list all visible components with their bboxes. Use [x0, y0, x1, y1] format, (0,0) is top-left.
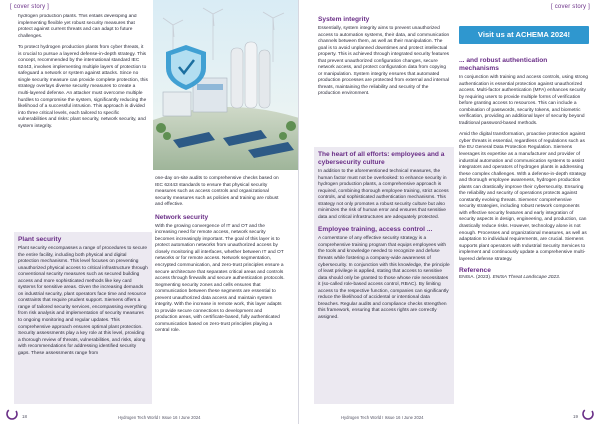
- hydrogen-plant-illustration: [153, 0, 299, 170]
- footer-text: Hydrogen Tech World I Issue 16 I June 2024: [118, 415, 201, 420]
- right-column-1: [318, 14, 450, 146]
- paragraph: Essentially, system integrity aims to prevent unauthorized access to automation systems, their data, and communication channels between them, as well as their manipulation. The goal is to avoid unplanned downtimes and protect intellectual property. This is achieved through integrated security features that prevent unauthorized configuration changes, secure network access, and protect configuration data from copying or manipulation. System integrity ensures that automated production processes are protected from external and internal threats, maintaining the reliability and security of the production environment.: [318, 26, 450, 97]
- employee-culture-box: [314, 147, 454, 404]
- page-number: 19: [572, 414, 578, 419]
- left-column-2: [155, 176, 285, 340]
- section-heading: Network security: [155, 213, 209, 221]
- section-heading: System integrity: [318, 16, 370, 23]
- magazine-logo-icon: [6, 408, 18, 420]
- paragraph: A cornerstone of any effective security strategy is a comprehensive training program that equips employees with the tools and knowledge needed to recognize and defuse threats while fostering a company-wide awareness of cybersecurity. In conjunction with this knowledge, the principle of least privilege is applied, stating that access to sensitive data should only be granted to those whose role necessitates it (so-called role-based access control, RBAC). By limiting access to the respective function, companies can significantly reduce the likelihood of accidental or intentional data breaches. Regular audits and compliance checks strengthen this framework, ensuring that access rights are correctly assigned.: [318, 236, 450, 320]
- magazine-logo-icon: [582, 408, 594, 420]
- paragraph: With the growing convergence of IT and OT and the increasing need for remote access, network security becomes increasingly important. The goal of this layer is to protect automation networks from unauthorized access by closely monitoring all interfaces, whether between IT and OT networks or for remote access. Network segmentation, encrypted communication, and zero-trust principles ensure a secure architecture that separates critical areas and controls access through firewalls and secure authentication protocols. Segmenting security zones and cells ensures that communication between these segments are essential to prevent unauthorized data access and maintain system integrity. With the increase in remote work, this layer adapts to provide secure connections to development and production areas, with certificate-based, fully authenticated communication based on zero-trust principles playing a central role.: [155, 223, 285, 334]
- paragraph: one-day on-site audits to comprehensive checks based on IEC 62443 standards to ensure that physical security measures such as access controls and organizational security measures such as policies and training are robust and effective.: [155, 176, 279, 208]
- section-tag: [ cover story ]: [10, 4, 50, 10]
- left-page: [0, 0, 299, 424]
- paragraph: To protect hydrogen production plants from cyber threats, it is crucial to pursue a layered defense-in-depth strategy. This concept, recommended by the international standard IEC 62443, involves implementing multiple layers of protection to safeguard a network or system against attacks. Since no single security measure can provide complete protection, this strategy overlays diverse security measures to create a multi-layered defense. An attacker must overcome multiple hurdles to compromise the system, significantly reducing the likelihood of a successful intrusion. This approach is divided into three critical levels, each tailored to specific vulnerabilities and risks: plant security, network security, and system integrity.: [18, 45, 148, 129]
- section-heading: Employee training, access control ...: [318, 226, 433, 234]
- section-heading: ... and robust authentication mechanisms: [459, 57, 548, 72]
- paragraph: In addition to the aforementioned technical measures, the human factor must not be overlooked: to enhance security in hydrogen production plants, a comprehensive approach is required, combining thorough employee training, strict access controls, and sophisticated authentication mechanisms. This strategy not only promotes a robust security culture but also minimizes the risk of human error and ensures that sensitive data and critical infrastructures are adequately protected.: [318, 169, 449, 220]
- reference-title: ENISA Threat Landscape 2023.: [492, 274, 561, 280]
- right-column-2: [459, 55, 589, 405]
- section-tag: [ cover story ]: [550, 4, 590, 10]
- footer-text: Hydrogen Tech World I Issue 16 I June 2024: [341, 415, 424, 420]
- page-number: 18: [22, 414, 28, 419]
- left-column-1: [18, 14, 148, 232]
- achema-banner-link[interactable]: Visit us at ACHEMA 2024!: [459, 26, 589, 44]
- reference-heading: Reference: [459, 267, 491, 275]
- plant-security-box: [14, 232, 152, 404]
- section-heading: Plant security: [18, 236, 62, 243]
- paragraph: Amid the digital transformation, proactive protection against cyber threats is essential, regardless of regulations such as the EU General Data Protection Regulation. Siemens leverages its expertise as a manufacturer and provider of industrial automation and communication systems to assist integrators and operators of hydrogen plants in addressing these complex challenges. With a defense-in-depth strategy and thorough employee awareness, hydrogen production plants can drastically improve their cybersecurity. Ensuring the reliability and security of operations protects against constantly evolving threats. Siemens' comprehensive security strategies, including robust network components with effective security features and early integration of security aspects in design, engineering, and production, can drastically reduce risks. However, technology alone is not enough. Processes and organizational measures, as well as adaptation to individual requirements, are crucial. Siemens supports plant operators with Industrial Security Services to implement and continuously update a comprehensive multi-layered defense strategy.: [459, 132, 587, 262]
- reference-entry: [459, 275, 589, 282]
- paragraph: Plant security encompasses a range of procedures to secure the entire facility, including both physical and digital protection mechanisms. This level focuses on preventing unauthorized physical access to critical infrastructure through conventional security measures such as secured building access and more sophisticated methods like key card systems for sensitive areas. Given the increasing demands on industrial security, plant operators face time and resource constraints that require prudent support. Siemens offers a range of tailored security services, encompassing everything from risk analysis and implementation of security measures to ongoing monitoring and regular updates. This comprehensive approach ensures optimal plant protection. Security assessments play a key role at this level, providing a thorough review of threats, vulnerabilities, and risks, along with recommendations for addressing identified security gaps. These assessments range from: [18, 246, 148, 356]
- paragraph: In conjunction with training and access controls, using strong authentication is essential protection against unauthorized access. Multi-factor authentication (MFA) enhances security by requiring users to provide multiple forms of verification before granting access to resources. This can include a combination of passwords, security tokens, and biometric verification, providing an additional layer of security beyond traditional password-based methods.: [459, 75, 589, 126]
- right-page: [301, 0, 600, 424]
- paragraph: hydrogen production plants. This entails developing and implementing flexible yet robust security measures that protect against current threats and can adapt to future challenges.: [18, 14, 137, 39]
- section-heading: The heart of all efforts: employees and a cybersecurity culture: [318, 151, 445, 166]
- reference-source: ENISA. (2023).: [459, 274, 493, 280]
